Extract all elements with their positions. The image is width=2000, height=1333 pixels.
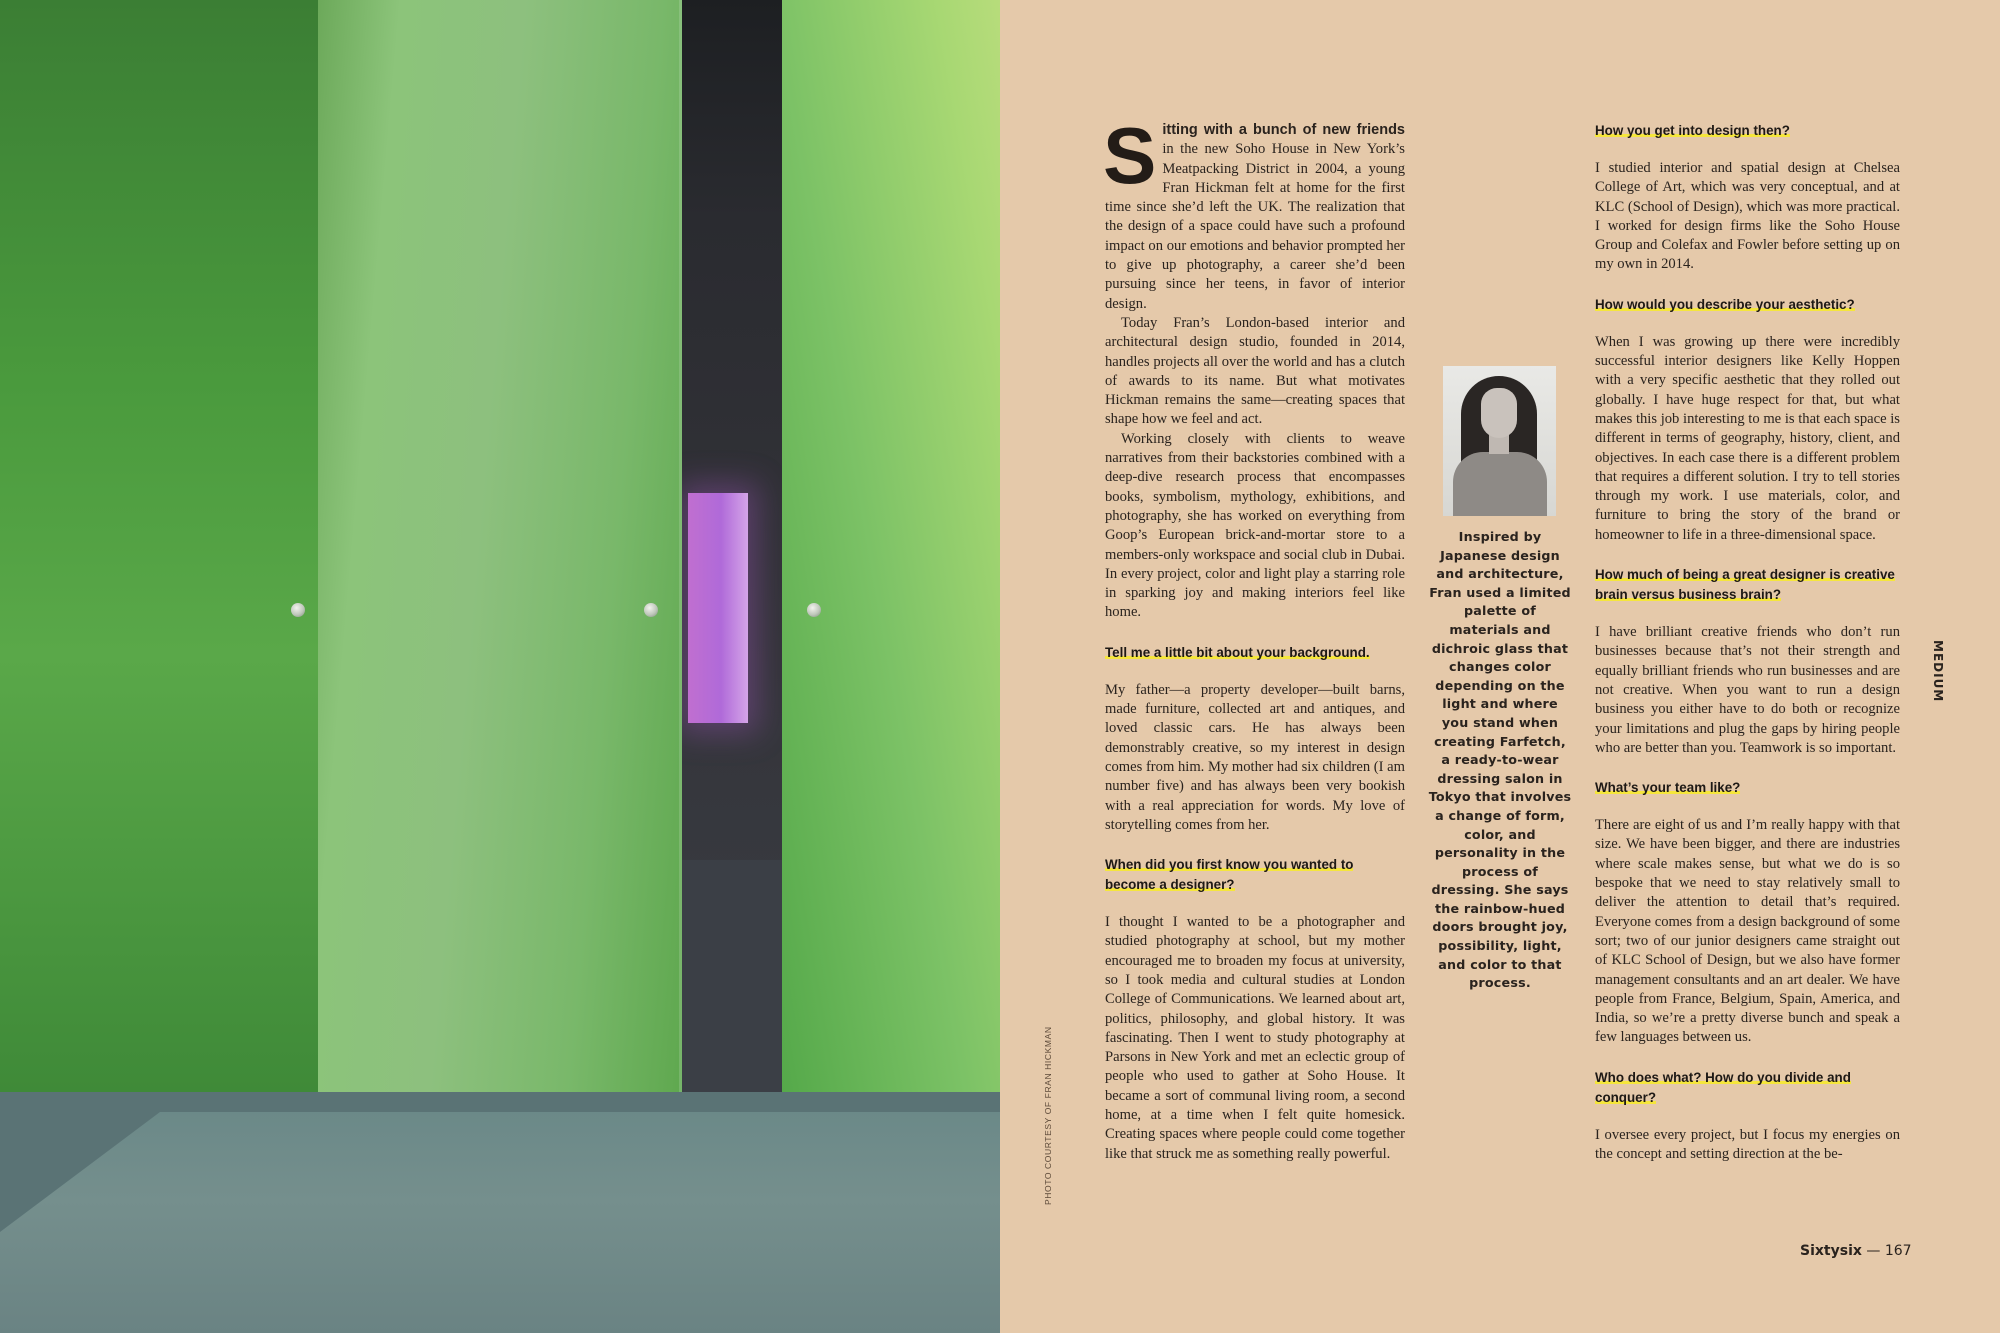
folio-separator: — xyxy=(1861,1243,1885,1259)
interview-question: How you get into design then? xyxy=(1595,123,1790,138)
door-knob xyxy=(291,603,305,617)
article-column-1 xyxy=(1103,111,1405,1164)
green-wall-panel xyxy=(0,0,318,1092)
intro-paragraph: Working closely with clients to weave narratives from their backstories combined with a deep-dive research process that encompasses books, symbolism, mythology, exhibitions, and photography, she has worked on everything from Goop’s European brick-and-mortar store to a members-only workspace and social club in Dubai. In every project, color and light play a starring role in sparking joy and making interiors feel like home. xyxy=(1105,430,1405,621)
interview-answer: When I was growing up there were incredibly successful interior designers like Kelly Hoppen with a very specific aesthetic that they rolled out globally. I have huge respect for that, but what makes this job interesting to me is that each space is different in terms of geography, history, client, and objectives. In each case there is a different problem that requires a different solution. I try to tell stories through my work. I use materials, color, and furniture to bring the story of the brand or homeowner to life in a three-dimensional space. xyxy=(1595,333,1900,543)
magazine-name: Sixtysix xyxy=(1800,1243,1862,1259)
sliding-glass-door-right xyxy=(782,0,1000,1092)
drop-cap: S xyxy=(1103,111,1157,200)
section-label: MEDIUM xyxy=(1931,640,1945,703)
sliding-glass-door-left xyxy=(318,0,682,1092)
door-knob xyxy=(807,603,821,617)
doorway-floor xyxy=(682,860,782,1092)
interview-answer: There are eight of us and I’m really happy with that size. We have been bigger, and there are industries where scale makes sense, but what we do is so bespoke that we need to stay relatively small to deliver the attention to detail that’s required. Everyone comes from a design background of some sort; two of our junior designers came straight out of KLC School of Design, but we also have former management consultants and an art dealer. We have people from France, Belgium, Spain, America, and India, so we’re a pretty diverse bunch and speak a few languages between us. xyxy=(1595,817,1900,1046)
purple-light-panel xyxy=(688,493,748,723)
interview-answer: I have brilliant creative friends who don’t run businesses because that’s not their strength and equally brilliant friends who run businesses and are not creative. When you want to run a design business you either have to do both or recognize your limitations and plug the gaps by hiring people who are better than you. Teamwork is so important. xyxy=(1595,624,1900,756)
article-column-2 xyxy=(1595,121,1900,1164)
interview-question: Tell me a little bit about your background. xyxy=(1105,644,1370,660)
article-lead-in: itting with a bunch of new friends xyxy=(1162,122,1405,138)
interview-question: How would you describe your aesthetic? xyxy=(1595,296,1855,312)
interview-question: Who does what? How do you divide and conquer? xyxy=(1595,1069,1851,1105)
page-folio xyxy=(1800,1243,1912,1259)
intro-paragraph: Today Fran’s London-based interior and architectural design studio, founded in 2014, handles projects all over the world and has a clutch of awards to its name. But what motivates Hickman remains the same—creating spaces that shape how we feel and act. xyxy=(1105,314,1405,428)
interview-answer: I oversee every project, but I focus my energies on the concept and setting direction at the be- xyxy=(1595,1126,1900,1162)
door-knob xyxy=(644,603,658,617)
carpet xyxy=(0,1112,1000,1333)
interview-question: How much of being a great designer is creative brain versus business brain? xyxy=(1595,567,1895,603)
intro-paragraph: in the new Soho House in New York’s Meatpacking District in 2004, a young Fran Hickman felt at home for the first time since she’d left the UK. The realization that the design of a space could have such a profound impact on our emotions and behavior prompted her to give up photography, a career she’d been pursuing since her teens, in favor of interior design. xyxy=(1105,141,1405,312)
interview-answer: My father—a property developer—built barns, made furniture, collected art and antiques, and loved classic cars. He has always been demonstrably creative, so my interest in design comes from him. My mother had six children (I am number five) and has always been very bookish with a real appreciation for words. My love of storytelling comes from her. xyxy=(1105,681,1405,833)
photo-credit: PHOTO COURTESY OF FRAN HICKMAN xyxy=(1043,1026,1053,1205)
interview-answer: I studied interior and spatial design at Chelsea College of Art, which was very conceptual, and at KLC (School of Design), which was more practical. I worked for design firms like the Soho House Group and Colefax and Fowler before setting up on my own in 2014. xyxy=(1595,160,1900,273)
photo-caption: Inspired by Japanese design and architecture, Fran used a limited palette of materials and dichroic glass that changes color depending on the light and where you stand when creating Farfetch, a ready-to-wear dressing salon in Tokyo that involves a change of form, color, and personality in the process of dressing. She says the rainbow-hued doors brought joy, possibility, light, and color to that process. xyxy=(1428,529,1572,991)
interview-answer: I thought I wanted to be a photographer and studied photography at school, but my mother encouraged me to broaden my focus at university, so I took media and cultural studies at London College of Communications. We learned about art, politics, philosophy, and global history. It was fascinating. Then I went to study photography at Parsons in New York and met an eclectic group of people who used to gather at Soho House. It became a sort of communal living room, a second home, at a time when I felt quite homesick. Creating spaces where people could come together like that struck me as something really powerful. xyxy=(1105,914,1405,1162)
interview-question: When did you first know you wanted to become a designer? xyxy=(1105,857,1354,893)
portrait-photo xyxy=(1443,366,1556,516)
page-number: 167 xyxy=(1884,1243,1912,1259)
interview-question: What’s your team like? xyxy=(1595,780,1741,796)
